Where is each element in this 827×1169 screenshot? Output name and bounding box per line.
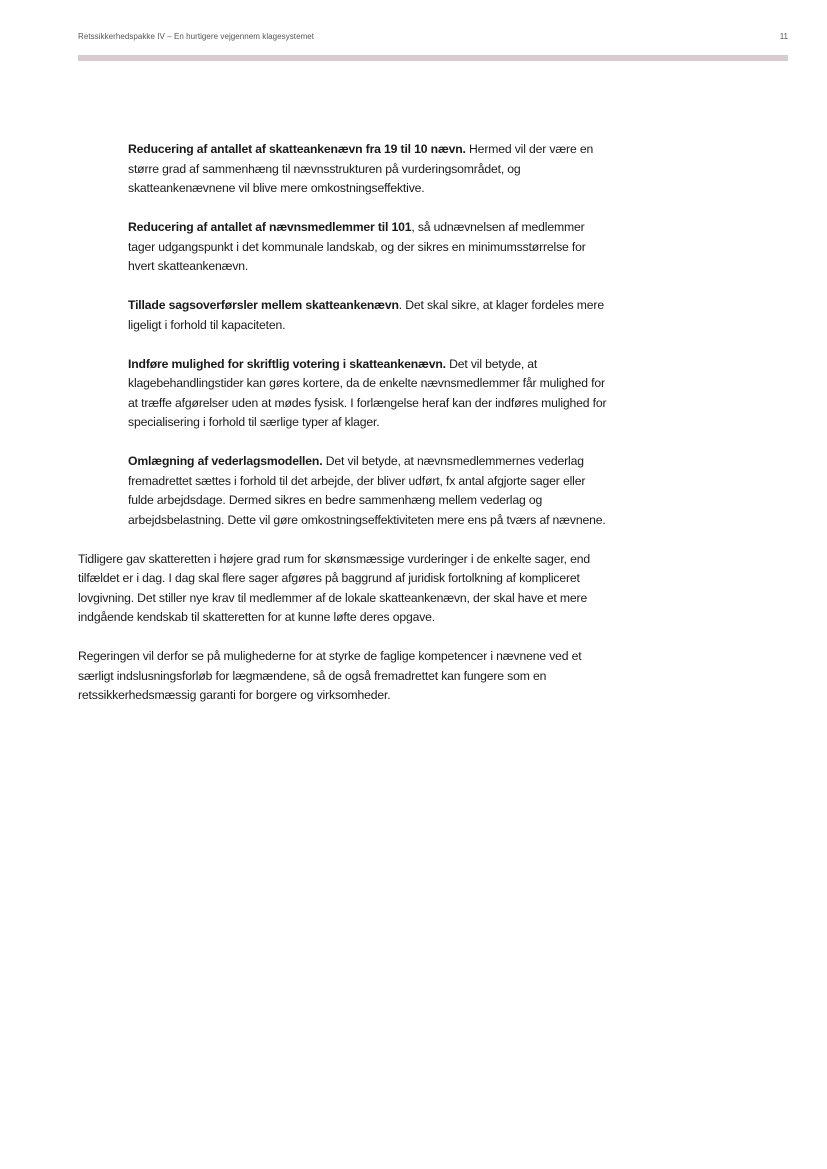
- measure-item: [128, 218, 612, 277]
- measure-item: [128, 355, 612, 433]
- body-paragraph: Tidligere gav skatteretten i højere grad rum for skønsmæssige vurderinger i de enkelte sager, end tilfældet er i dag. I dag skal flere sager afgøres på baggrund af juridisk fortolkning af kompliceret lovgivning. Det stiller nye krav til medlemmer af de lokale skatteankenævn, der skal have et mere indgående kendskab til skatteretten for at kunne løfte deres opgave.: [78, 551, 591, 625]
- measure-item: [128, 296, 612, 335]
- measure-text: Det vil betyde, at nævnsmedlemmernes vederlag fremadrettet sættes i forhold til det arbejde, der bliver udført, fx antal afgjorte sager eller fulde arbejdsdage. Dermed sikres en bedre sammenhæng mellem vederlag og arbejdsbelastning. Dette vil gøre omkostningseffektiviteten mere ens på tværs af nævnene.: [128, 454, 606, 527]
- measure-lead: Reducering af antallet af nævnsmedlemmer til 101: [128, 220, 412, 235]
- measure-item: [128, 140, 612, 199]
- body-paragraph: Regeringen vil derfor se på mulighederne for at styrke de faglige kompetencer i nævnene ved et særligt indslusningsforløb for lægmændene, så de også fremadrettet kan fungere som en retssikkerhedsmæssig garanti for borgere og virksomheder.: [78, 649, 582, 703]
- measure-text: Hermed vil der være en større grad af sammenhæng til nævnsstrukturen på vurderingsområdet, og skatteankenævnene vil blive mere omkostningseffektive.: [128, 142, 594, 196]
- measure-lead: Tillade sagsoverførsler mellem skatteankenævn: [128, 298, 399, 313]
- measure-lead: Omlægning af vederlagsmodellen.: [128, 454, 323, 469]
- measure-lead: Reducering af antallet af skatteankenævn fra 19 til 10 nævn.: [128, 142, 466, 157]
- measure-text: , så udnævnelsen af medlemmer tager udgangspunkt i det kommunale landskab, og der sikres en minimumsstørrelse for hvert skatteankenævn.: [128, 220, 586, 274]
- header-rule: [78, 55, 788, 61]
- measure-text: Det vil betyde, at klagebehandlingstider kan gøres kortere, da de enkelte nævnsmedlemmer får mulighed for at træffe afgørelser uden at mødes fysisk. I forlængelse heraf kan der indføres mulighed for specialisering i forhold til særlige typer af klager.: [128, 356, 607, 430]
- document-body: [78, 128, 618, 725]
- page-header: [78, 32, 788, 44]
- measure-item: [128, 452, 612, 530]
- measure-lead: Indføre mulighed for skriftlig votering i skatteankenævn.: [128, 356, 446, 371]
- measure-text: . Det skal sikre, at klager fordeles mere ligeligt i forhold til kapaciteten.: [128, 298, 604, 332]
- page-number: 11: [779, 32, 788, 41]
- running-title: Retssikkerhedspakke IV – En hurtigere vejgennem klagesystemet: [78, 32, 315, 41]
